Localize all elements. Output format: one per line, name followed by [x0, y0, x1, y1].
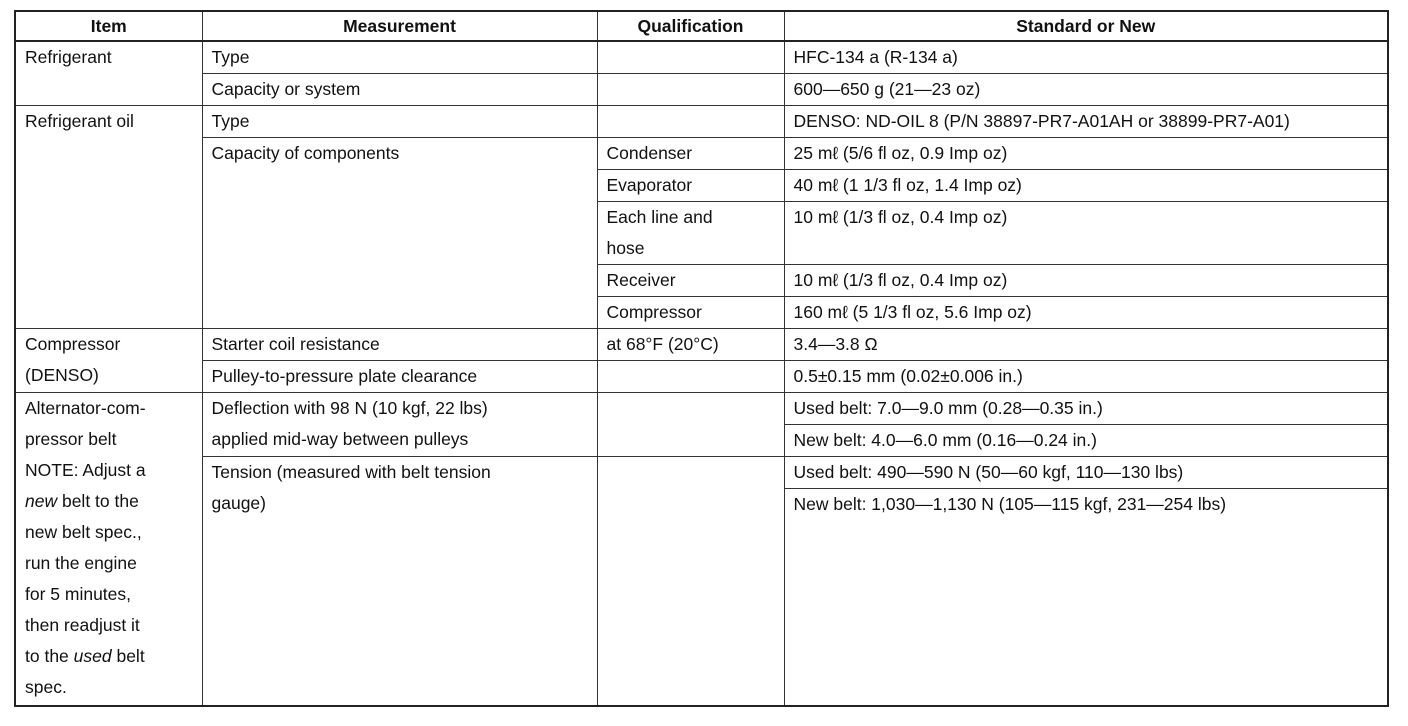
measurement-line: gauge): [211, 493, 266, 513]
standard-cell: DENSO: ND-OIL 8 (P/N 38897-PR7-A01AH or 38899-PR7-A01): [784, 106, 1388, 138]
item-line: pressor belt: [25, 429, 117, 449]
standard-cell: 3.4—3.8 Ω: [784, 329, 1388, 361]
note-line: NOTE: Adjust a: [25, 460, 146, 480]
measurement-cell: Pulley-to-pressure plate clearance: [202, 361, 597, 393]
standard-cell: New belt: 1,030—1,130 N (105—115 kgf, 231—254 lbs): [784, 489, 1388, 706]
note-line: new belt spec.,: [25, 522, 142, 542]
header-standard: Standard or New: [784, 11, 1388, 41]
measurement-cell: Capacity or system: [202, 74, 597, 106]
table-row: [15, 329, 1388, 361]
item-refrigerant: Refrigerant: [15, 41, 202, 106]
standard-cell: HFC-134 a (R-134 a): [784, 41, 1388, 74]
note-line: run the engine: [25, 553, 137, 573]
note-emphasis: new: [25, 491, 58, 511]
standard-cell: Used belt: 7.0—9.0 mm (0.28—0.35 in.): [784, 393, 1388, 425]
table-row: [15, 106, 1388, 138]
measurement-cell: Type: [202, 106, 597, 138]
measurement-cell: [202, 393, 597, 457]
qualification-cell: [597, 202, 784, 265]
spec-table: [14, 10, 1389, 707]
table-row: [15, 41, 1388, 74]
measurement-cell: [202, 457, 597, 706]
standard-cell: 10 mℓ (1/3 fl oz, 0.4 Imp oz): [784, 202, 1388, 265]
standard-cell: New belt: 4.0—6.0 mm (0.16—0.24 in.): [784, 425, 1388, 457]
measurement-cell: Starter coil resistance: [202, 329, 597, 361]
header-item: Item: [15, 11, 202, 41]
qualification-cell: [597, 74, 784, 106]
note-line: belt: [111, 646, 145, 666]
item-compressor: [15, 329, 202, 393]
note-line: to the: [25, 646, 74, 666]
qualification-cell: [597, 41, 784, 74]
qualification-line: hose: [606, 238, 645, 258]
qualification-cell: [597, 457, 784, 706]
header-measurement: Measurement: [202, 11, 597, 41]
qualification-cell: [597, 361, 784, 393]
header-row: [15, 11, 1388, 41]
item-line: Alternator-com-: [25, 398, 146, 418]
qualification-cell: at 68°F (20°C): [597, 329, 784, 361]
item-line: Compressor: [25, 334, 121, 354]
measurement-cell: Capacity of components: [202, 138, 597, 329]
measurement-line: Tension (measured with belt tension: [211, 462, 491, 482]
measurement-line: applied mid-way between pulleys: [211, 429, 469, 449]
table-row: [15, 361, 1388, 393]
note-line: spec.: [25, 677, 67, 697]
note-line: then readjust it: [25, 615, 140, 635]
qualification-cell: Receiver: [597, 265, 784, 297]
table-row: [15, 74, 1388, 106]
qualification-cell: Condenser: [597, 138, 784, 170]
item-refrigerant-oil: Refrigerant oil: [15, 106, 202, 329]
standard-cell: 25 mℓ (5/6 fl oz, 0.9 Imp oz): [784, 138, 1388, 170]
header-qualification: Qualification: [597, 11, 784, 41]
measurement-line: Deflection with 98 N (10 kgf, 22 lbs): [211, 398, 488, 418]
standard-cell: 40 mℓ (1 1/3 fl oz, 1.4 Imp oz): [784, 170, 1388, 202]
note-line: belt to the: [57, 491, 139, 511]
qualification-line: Each line and: [606, 207, 713, 227]
item-line: (DENSO): [25, 365, 99, 385]
measurement-cell: Type: [202, 41, 597, 74]
table-row: [15, 138, 1388, 170]
standard-cell: 0.5±0.15 mm (0.02±0.006 in.): [784, 361, 1388, 393]
table-row: [15, 457, 1388, 489]
item-belt: [15, 393, 202, 706]
standard-cell: Used belt: 490—590 N (50—60 kgf, 110—130 lbs): [784, 457, 1388, 489]
standard-cell: 600—650 g (21—23 oz): [784, 74, 1388, 106]
qualification-cell: Compressor: [597, 297, 784, 329]
qualification-cell: [597, 106, 784, 138]
note-line: for 5 minutes,: [25, 584, 132, 604]
standard-cell: 10 mℓ (1/3 fl oz, 0.4 Imp oz): [784, 265, 1388, 297]
qualification-cell: Evaporator: [597, 170, 784, 202]
standard-cell: 160 mℓ (5 1/3 fl oz, 5.6 Imp oz): [784, 297, 1388, 329]
table-row: [15, 393, 1388, 425]
qualification-cell: [597, 393, 784, 457]
note-emphasis: used: [73, 646, 112, 666]
